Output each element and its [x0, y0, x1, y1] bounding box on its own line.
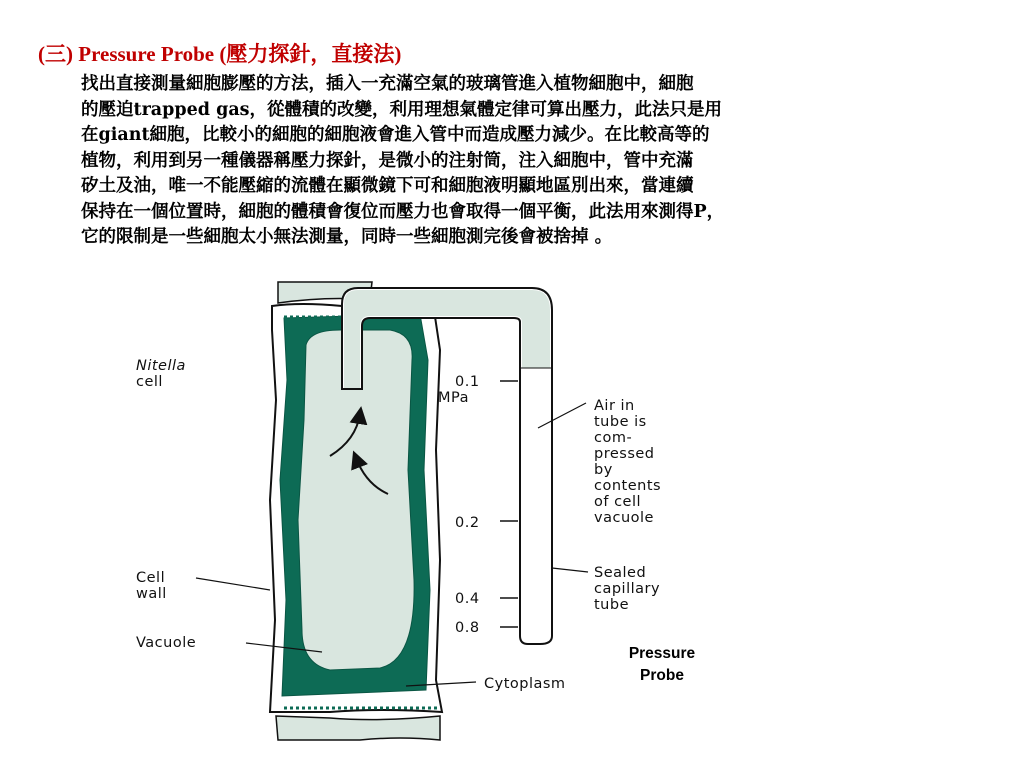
label-air-in-tube: contents [594, 478, 662, 494]
label-air-in-tube: vacuole [594, 510, 654, 526]
label-sealed-capillary: capillary [594, 581, 661, 597]
paragraph-line: 保持在一個位置時，細胞的體積會復位而壓力也會取得一個平衡，此法用來測得P， [81, 201, 725, 222]
label-air-in-tube: com- [594, 430, 633, 446]
label-sealed-capillary: tube [594, 597, 630, 613]
paragraph-line: 在giant細胞，比較小的細胞的細胞液會進入管中而造成壓力減少。在比較高等的 [81, 125, 710, 145]
label-air-in-tube: tube is [594, 414, 647, 430]
paragraph-line: 找出直接測量細胞膨壓的方法，插入一充滿空氣的玻璃管進入植物細胞中，細胞 [81, 74, 694, 94]
label-sealed-capillary: Sealed [594, 565, 647, 581]
caption-line: Pressure [628, 645, 696, 662]
diagram-caption [612, 643, 712, 687]
paragraph-line: 矽土及油，唯一不能壓縮的流體在顯微鏡下可和細胞液明顯地區別出來，當連續 [81, 176, 694, 196]
scale-label: 0.8 [455, 620, 480, 636]
label-cytoplasm: Cytoplasm [484, 676, 566, 692]
label-nitella: Nitella [136, 358, 186, 374]
label-air-in-tube: pressed [594, 446, 655, 462]
leader-line [552, 568, 588, 572]
scale-label: 0.4 [455, 591, 480, 607]
caption-line: Probe [640, 667, 684, 684]
paragraph-line: 它的限制是一些細胞太小無法測量，同時一些細胞測完後會被捨掉 。 [81, 227, 613, 247]
label-air-in-tube: by [594, 462, 613, 478]
adjacent-cell-bottom [276, 716, 440, 740]
label-cell-wall: Cell [136, 570, 166, 586]
scale-label: 0.1 [455, 374, 480, 390]
scale-label: 0.2 [455, 515, 480, 531]
label-air-in-tube: of cell [594, 494, 642, 510]
label-cell: cell [136, 374, 163, 390]
label-cell-wall: wall [136, 586, 167, 602]
paragraph-line: 的壓迫trapped gas，從體積的改變，利用理想氣體定律可算出壓力，此法只是用 [81, 99, 723, 120]
paragraph-line: 植物，利用到另一種儀器稱壓力探針，是微小的注射筒，注入細胞中，管中充滿 [81, 150, 694, 171]
scale-unit: MPa [438, 390, 469, 406]
label-air-in-tube: Air in [594, 398, 635, 414]
label-vacuole: Vacuole [136, 635, 197, 651]
slide-title: (三) Pressure Probe (壓力探針，直接法) [38, 42, 402, 66]
leader-line [196, 578, 270, 590]
